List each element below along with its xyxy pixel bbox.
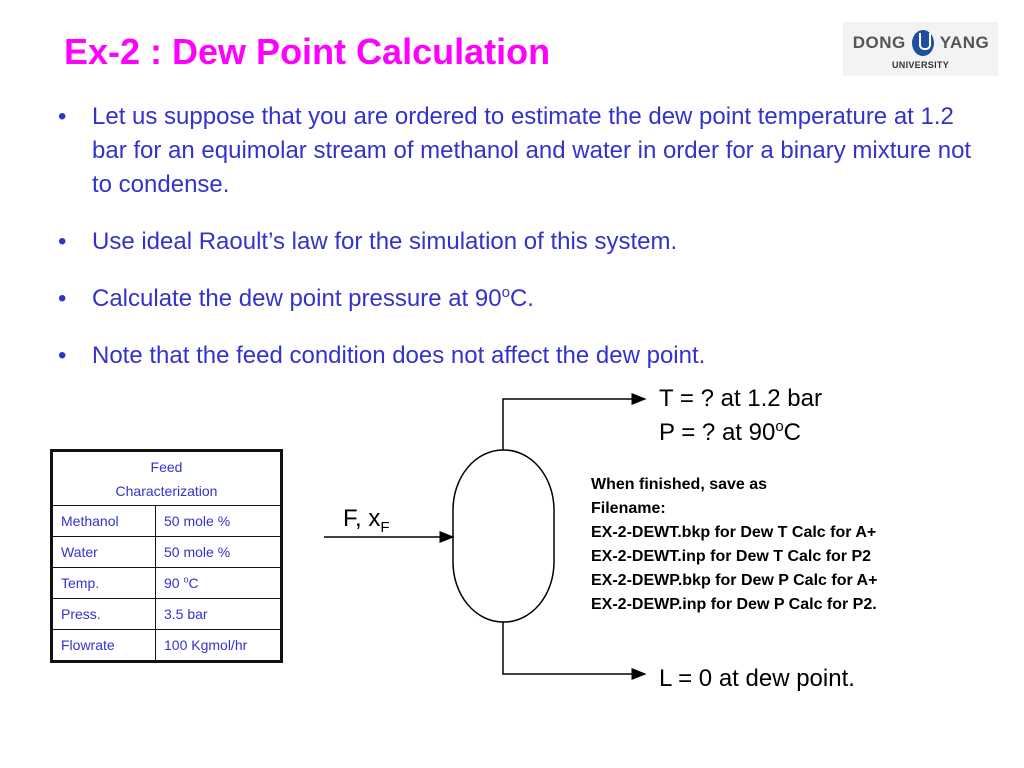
vapor-pressure-label: P = ? at 90$^o$C xyxy=(659,418,802,446)
feed-label: F, $x_F$ xyxy=(343,505,390,536)
note-line: EX-2-DEWP.inp for Dew P Calc for P2. xyxy=(591,596,877,613)
bullet-dot-icon: • xyxy=(58,228,67,255)
row-value: 50 mole % xyxy=(156,537,282,568)
bullet-text: Use ideal Raoult’s law for the simulation of this system. xyxy=(92,228,678,255)
row-value: 3.5 bar xyxy=(156,599,282,630)
note-line: Filename: xyxy=(591,500,666,517)
flash-drum-vessel xyxy=(453,450,554,622)
liquid-outlet-arrow xyxy=(503,622,645,674)
bullet-dot-icon: • xyxy=(58,103,67,130)
logo-text-left: DONG xyxy=(852,33,906,52)
bullet-text: Let us suppose that you are ordered to estimate the dew point temperature at 1.2 bar for an equimolar stream of methanol and water in order for a binary mixture not to condense. xyxy=(92,103,972,198)
note-line: EX-2-DEWT.bkp for Dew T Calc for A+ xyxy=(591,524,877,541)
vapor-temperature-label: T = ? at 1.2 bar xyxy=(659,385,822,412)
logo-text-right: YANG xyxy=(939,33,990,52)
note-line: When finished, save as xyxy=(591,476,768,493)
logo-subtitle: UNIVERSITY xyxy=(891,60,949,70)
row-value: 50 mole % xyxy=(156,506,282,537)
note-line: EX-2-DEWT.inp for Dew T Calc for P2 xyxy=(591,548,872,565)
note-line: EX-2-DEWP.bkp for Dew P Calc for A+ xyxy=(591,572,878,589)
row-label: Flowrate xyxy=(52,630,156,662)
row-label: Temp. xyxy=(52,568,156,599)
page-title: Ex-2 : Dew Point Calculation xyxy=(64,31,551,72)
bullet-dot-icon: • xyxy=(58,342,67,369)
row-label: Press. xyxy=(52,599,156,630)
row-label: Water xyxy=(52,537,156,568)
row-value: 90 $^o$C xyxy=(156,568,282,599)
row-value: 100 Kgmol/hr xyxy=(156,630,282,662)
bullet-text: Note that the feed condition does not affect the dew point. xyxy=(92,342,706,369)
row-label: Methanol xyxy=(52,506,156,537)
table-header: Feed Characterization xyxy=(52,451,282,506)
vapor-outlet-arrow xyxy=(503,399,645,450)
save-instructions xyxy=(591,473,971,617)
bullet-text: Calculate the dew point pressure at 90$^o$C. xyxy=(92,284,534,312)
bullet-dot-icon: • xyxy=(58,285,67,312)
liquid-outlet-label: L = 0 at dew point. xyxy=(659,665,855,692)
